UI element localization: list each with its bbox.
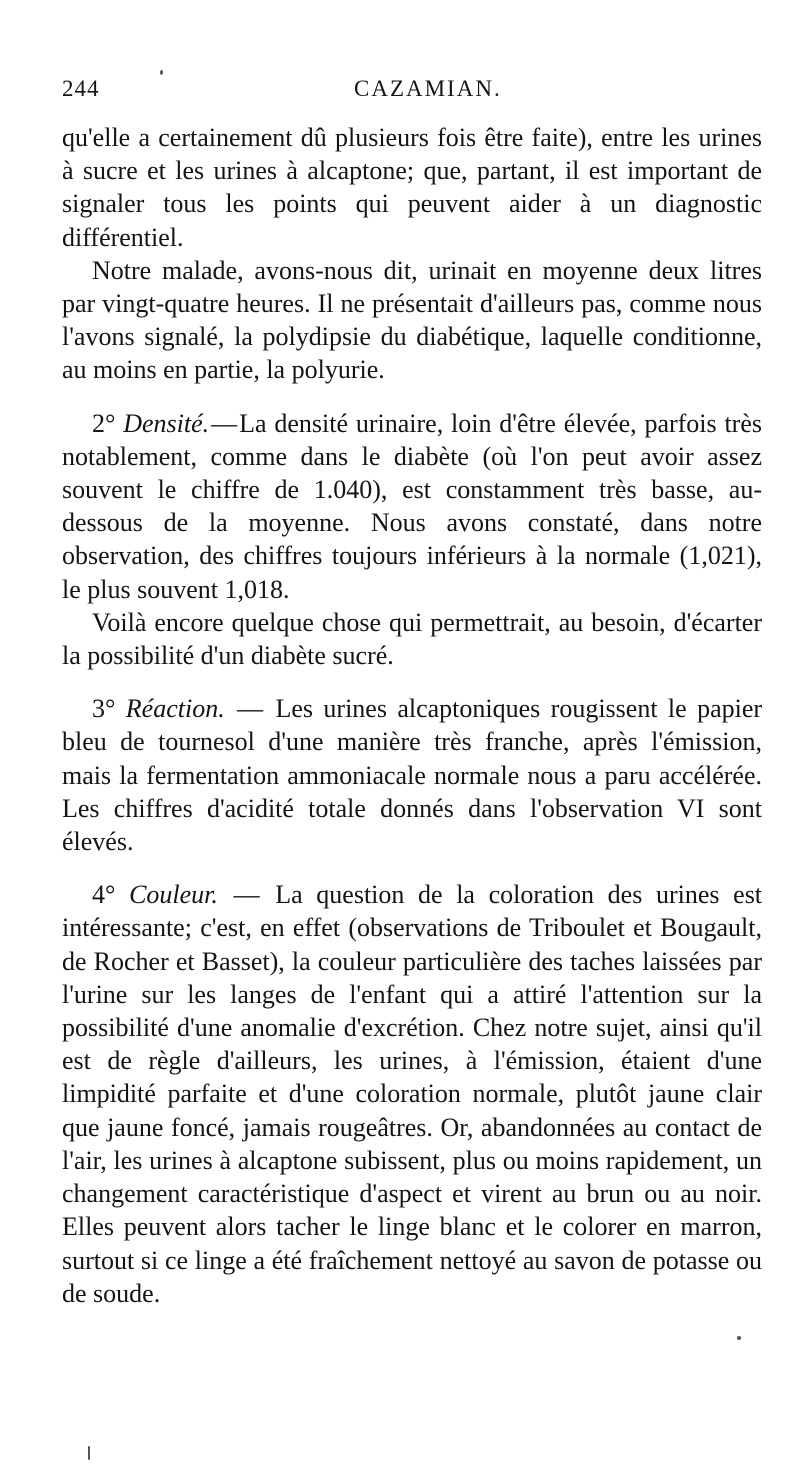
paragraph-polyurie xyxy=(62,254,762,387)
paragraph-continuation xyxy=(62,121,762,254)
running-head: CAZAMIAN. xyxy=(354,76,502,101)
section-densite xyxy=(62,407,762,606)
em-dash: — xyxy=(211,408,238,438)
section-reaction xyxy=(62,692,762,858)
em-dash: — xyxy=(233,880,260,910)
body-text xyxy=(62,121,762,1310)
section-number: 4° xyxy=(92,880,116,910)
paragraph-text: Notre malade, avons-nous dit, urinait en moyenne deux litres par vingt-quatre heures. Il ne présentait d'ailleurs pas, comme nous l'avons signalé, la polydipsie du diabétique, laquelle conditionne, au moins en partie, la polyurie. xyxy=(62,255,762,385)
section-title: Couleur. xyxy=(129,880,218,910)
section-number: 3° xyxy=(92,694,116,724)
page-number: 244 xyxy=(62,76,100,101)
print-speck xyxy=(160,70,163,75)
paragraph-text: Voilà encore quelque chose qui permettrait, au besoin, d'écarter la possibilité d'un diabète sucré. xyxy=(62,607,762,671)
paragraph-diabete xyxy=(62,606,762,672)
paragraph-text: La densité urinaire, loin d'être élevée, parfois très notablement, comme dans le diabète (où l'on peut avoir assez souvent le chiffre de 1.040), est constamment très basse, au-dessous de la moyenne. Nous avons constaté, dans notre observation, des chiffres toujours inférieurs à la normale (1,021), le plus souvent 1,018. xyxy=(62,408,762,604)
section-couleur xyxy=(62,878,762,1310)
page-header xyxy=(62,76,762,106)
section-title: Réaction. xyxy=(125,694,225,724)
print-speck xyxy=(88,1446,90,1460)
em-dash: — xyxy=(237,694,264,724)
section-title: Densité. xyxy=(123,408,210,438)
section-number: 2° xyxy=(92,408,116,438)
paragraph-text: Les urines alcaptoniques rougissent le papier bleu de tournesol d'une manière très franche, après l'émission, mais la fermentation ammoniacale normale nous a paru accélérée. Les chiffres d'acidité totale donnés dans l'observation VI sont élevés. xyxy=(62,694,763,857)
print-speck xyxy=(737,1336,741,1340)
paragraph-text: qu'elle a certainement dû plusieurs fois être faite), entre les urines à sucre et les urines à alcaptone; que, partant, il est important de signaler tous les points qui peuvent aider à un diagnostic différentiel. xyxy=(62,123,762,252)
paragraph-text: La question de la coloration des urines est intéressante; c'est, en effet (observations de Triboulet et Bougault, de Rocher et Basset), la couleur particulière des taches laissées par l'urine sur les langes de l'enfant qui a attiré l'attention sur la possibilité d'une anomalie d'excrétion. Chez notre sujet, ainsi qu'il est de règle d'ailleurs, les urines, à l'émission, étaient d'une limpidité parfaite et d'une coloration normale, plutôt jaune clair que jaune foncé, jamais rougeâtres. Or, abandonnées au contact de l'air, les urines à alcaptone subissent, plus ou moins rapidement, un changement caractéristique d'aspect et virent au brun ou au noir. Elles peuvent alors tacher le linge blanc et le colorer en marron, surtout si ce linge a été fraîchement nettoyé au savon de potasse ou de soude. xyxy=(62,880,763,1308)
